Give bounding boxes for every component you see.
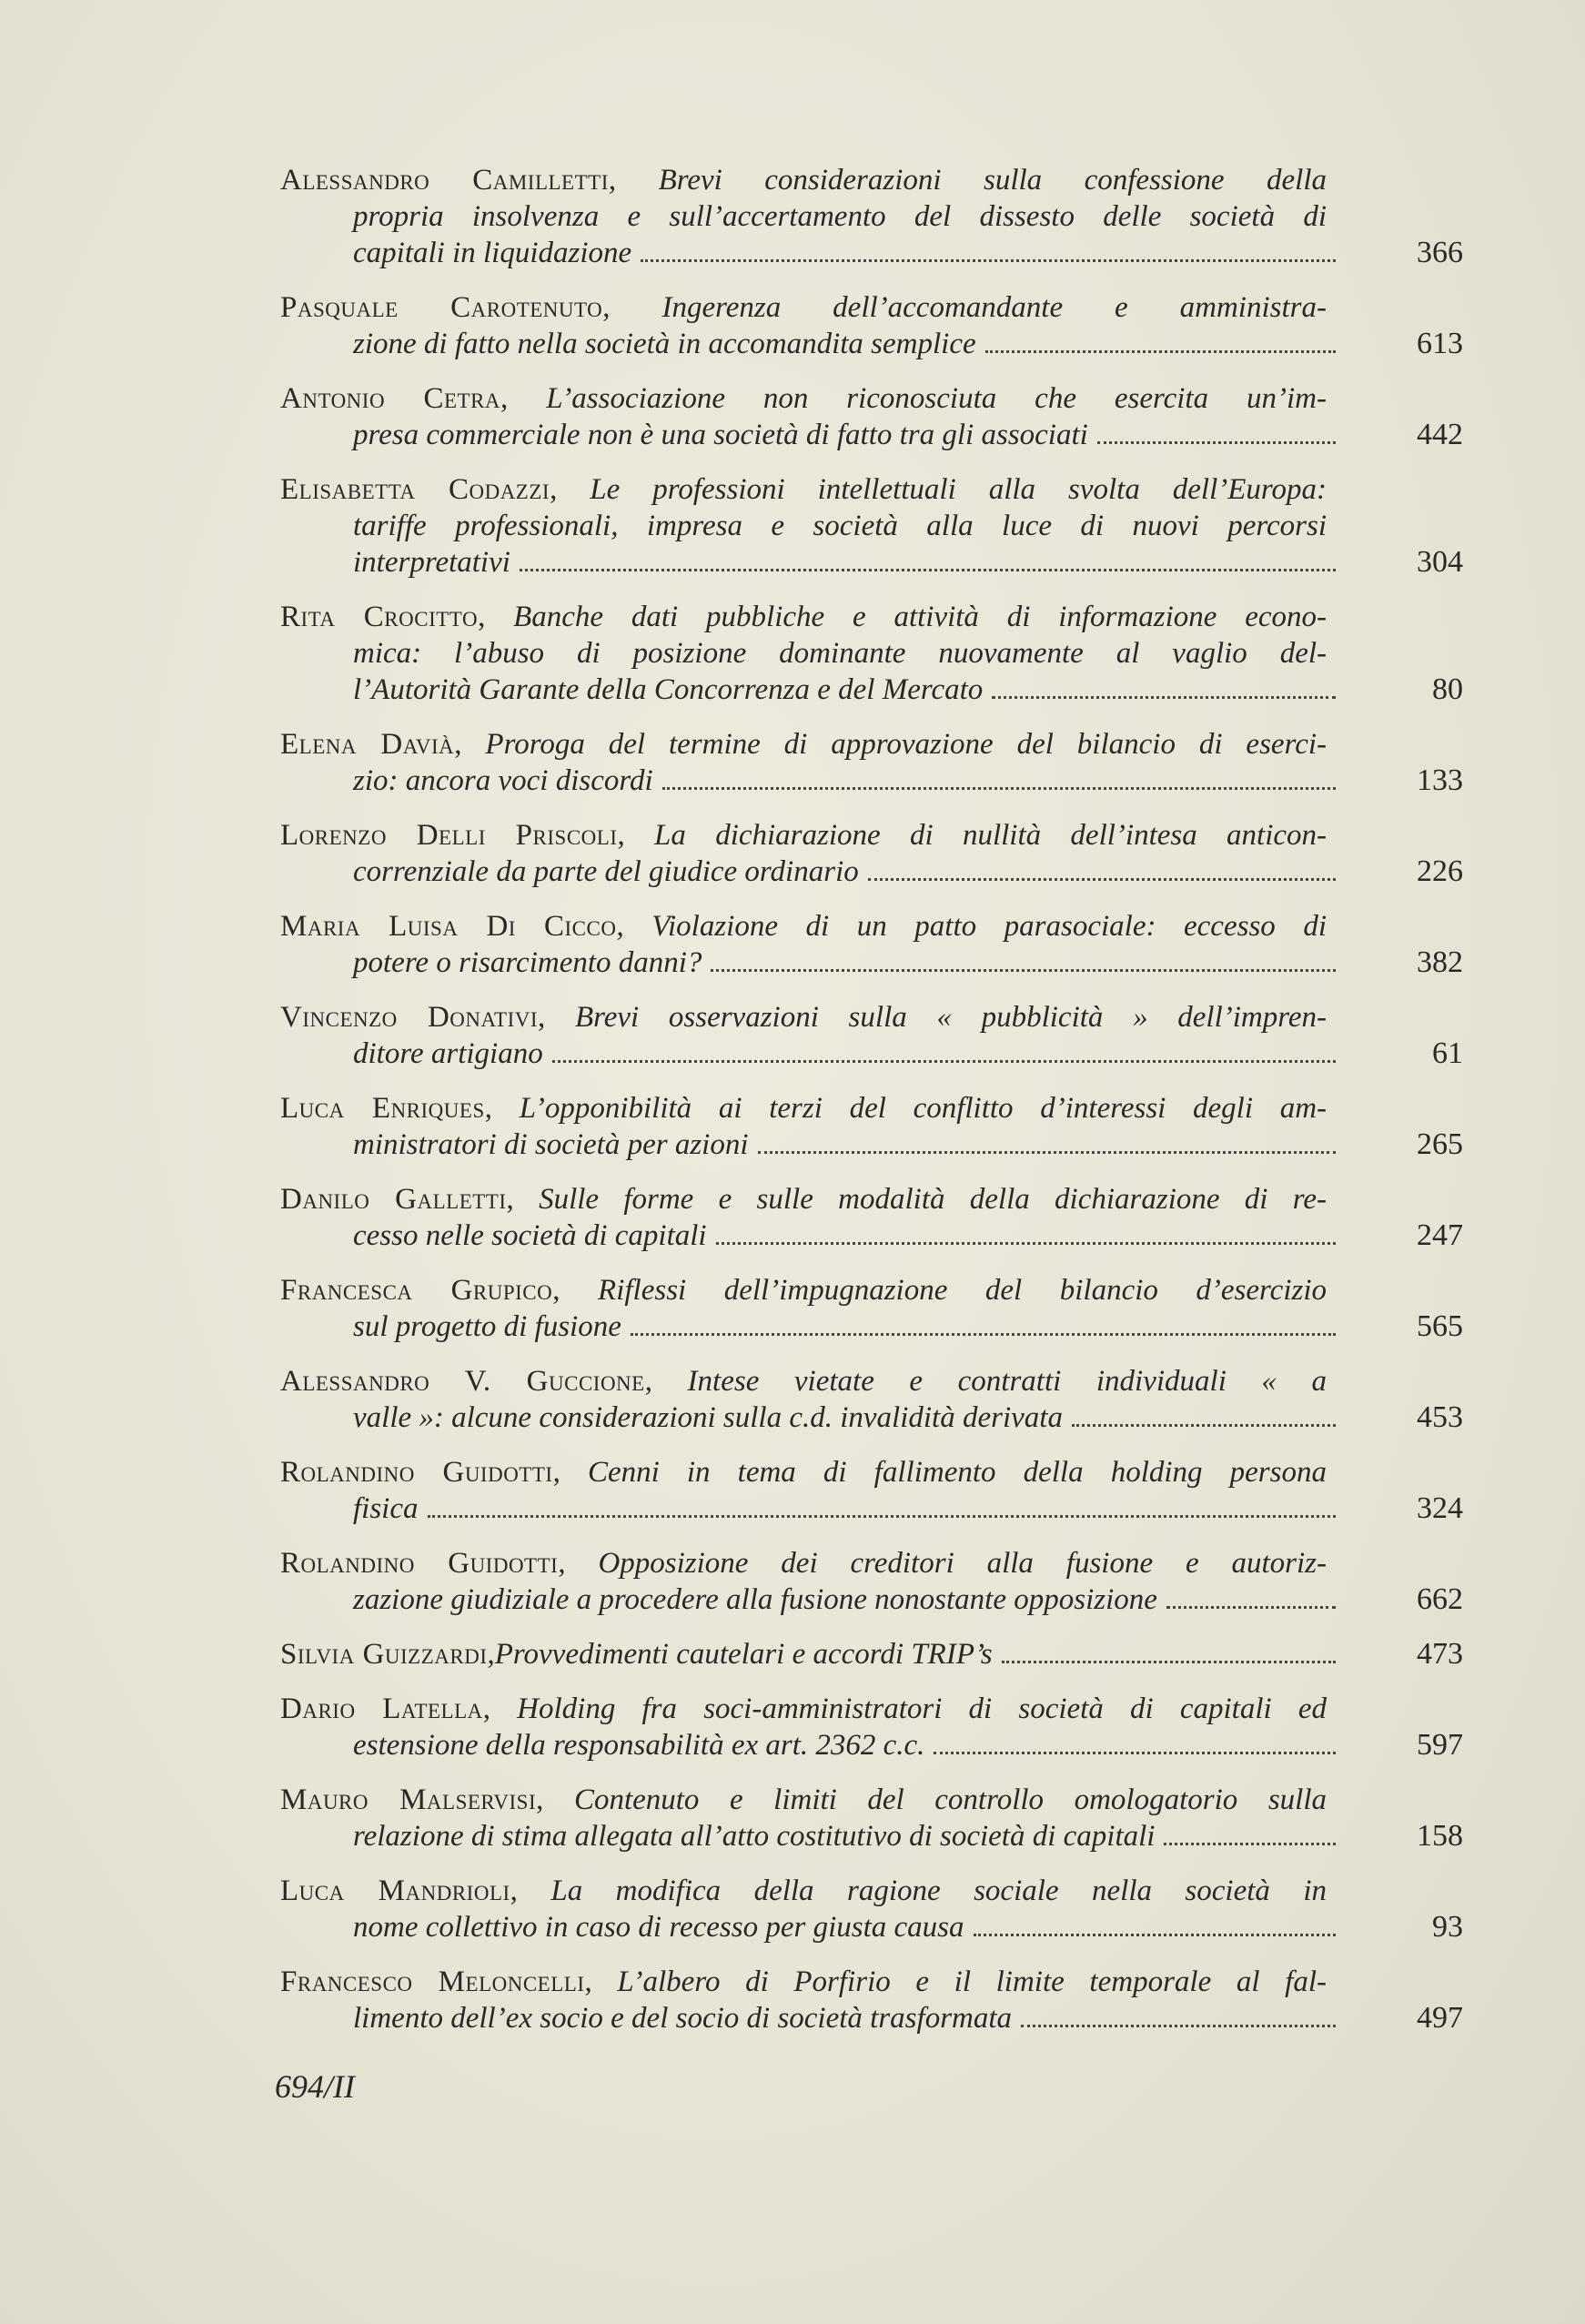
dot-leader <box>974 1933 1337 1936</box>
toc-title: Brevi osservazioni sulla « pubblicità » dell’impren- <box>574 1001 1327 1034</box>
toc-title: L’associazione non riconosciuta che esercita un’im- <box>546 382 1327 415</box>
toc-entry <box>280 1090 1463 1163</box>
toc-title: Holding fra soci-amministratori di società di capitali ed <box>517 1692 1327 1725</box>
author-separator: , <box>584 1965 618 1998</box>
author-separator: , <box>602 291 662 324</box>
toc-entry <box>280 908 1463 981</box>
toc-title: Brevi considerazioni sulla confessione della <box>658 164 1327 197</box>
toc-title: Opposizione dei creditori alla fusione e autoriz- <box>598 1547 1327 1580</box>
dot-leader <box>934 1751 1336 1754</box>
author-separator: , <box>552 1456 588 1489</box>
toc-title: Le professioni intellettuali alla svolta dell’Europa: <box>590 473 1328 506</box>
toc-title-end: interpretativi <box>353 546 510 579</box>
dot-leader <box>641 258 1336 262</box>
author-separator: , <box>616 910 652 943</box>
dot-leader <box>868 877 1336 881</box>
toc-author: Rita Crocitto <box>280 601 479 633</box>
toc-title-continuation: tariffe professionali, impresa e società alla luce di nuovi percorsi <box>353 510 1327 542</box>
toc-title-continuation: propria insolvenza e sull’accertamento del dissesto delle società di <box>353 200 1327 233</box>
toc-title: Banche dati pubbliche e attività di informazione econo- <box>513 601 1327 633</box>
toc-title-end: correnziale da parte del giudice ordinario <box>353 855 859 888</box>
author-separator: , <box>617 819 655 852</box>
toc-author: Luca Enriques <box>280 1092 485 1125</box>
toc-entry <box>280 380 1463 453</box>
dot-leader <box>552 1059 1336 1063</box>
toc-page-number: 442 <box>1417 418 1463 451</box>
dot-leader <box>758 1150 1336 1154</box>
author-separator: , <box>500 382 547 415</box>
toc-page-number: 565 <box>1417 1309 1463 1343</box>
toc-title-end: sul progetto di fusione <box>353 1310 621 1343</box>
toc-title-end: relazione di stima allegata all’atto costitutivo di società di capitali <box>353 1820 1156 1853</box>
author-separator: , <box>536 1783 574 1816</box>
toc-author: Rolandino Guidotti <box>280 1547 559 1580</box>
toc-author: Pasquale Carotenuto <box>280 291 603 324</box>
page-number-footer: 694/II <box>275 2068 355 2105</box>
author-separator: , <box>550 473 591 506</box>
author-separator: , <box>487 1638 495 1671</box>
toc-page-number: 80 <box>1432 672 1463 706</box>
toc-title-end: nome collettivo in caso di recesso per giusta causa <box>353 1911 964 1944</box>
toc-entry <box>280 599 1463 708</box>
dot-leader <box>1164 1842 1336 1845</box>
toc-entry <box>280 999 1463 1072</box>
toc-entry <box>280 1964 1463 2036</box>
toc-title-end: capitali in liquidazione <box>353 237 632 269</box>
toc-entry <box>280 1363 1463 1436</box>
toc-page-number: 497 <box>1417 2001 1463 2035</box>
toc-title-end: cesso nelle società di capitali <box>353 1219 707 1252</box>
toc-author: Alessandro V. Guccione <box>280 1365 645 1398</box>
author-separator: , <box>558 1547 599 1580</box>
toc-title: La modifica della ragione sociale nella società in <box>550 1874 1328 1907</box>
toc-page-number: 473 <box>1417 1637 1463 1671</box>
toc-author: Francesco Meloncelli <box>280 1965 585 1998</box>
toc-author: Lorenzo Delli Priscoli <box>280 819 618 852</box>
toc-author: Alessandro Camilletti <box>280 164 609 197</box>
toc-entry <box>280 1272 1463 1345</box>
author-separator: , <box>552 1274 599 1307</box>
toc-author: Luca Mandrioli <box>280 1874 510 1907</box>
toc-page-number: 265 <box>1417 1127 1463 1161</box>
toc-title: Ingerenza dell’accomandante e amministra- <box>661 291 1327 324</box>
toc-title-continuation: mica: l’abuso di posizione dominante nuovamente al vaglio del- <box>353 637 1327 670</box>
author-separator: , <box>506 1183 540 1216</box>
dot-leader <box>1021 2024 1336 2027</box>
toc-author: Elena Davià <box>280 728 455 761</box>
toc-entry <box>280 1873 1463 1945</box>
author-separator: , <box>484 1092 520 1125</box>
toc-title: Cenni in tema di fallimento della holding persona <box>587 1456 1327 1489</box>
author-separator: , <box>644 1365 688 1398</box>
dot-leader <box>992 695 1336 699</box>
toc-page-number: 382 <box>1417 945 1463 979</box>
toc-author: Dario Latella <box>280 1692 483 1725</box>
toc-title-end: fisica <box>353 1492 419 1525</box>
dot-leader <box>1097 440 1336 444</box>
toc-author: Rolandino Guidotti <box>280 1456 553 1489</box>
toc-page-number: 133 <box>1417 763 1463 797</box>
toc-entry <box>280 1636 1463 1672</box>
toc-author: Francesca Grupico <box>280 1274 553 1307</box>
author-separator: , <box>482 1692 518 1725</box>
dot-leader <box>520 568 1336 571</box>
author-separator: , <box>510 1874 551 1907</box>
toc-page-number: 304 <box>1417 545 1463 579</box>
author-separator: , <box>608 164 659 197</box>
toc-title-end: zazione giudiziale a procedere alla fusione nonostante opposizione <box>353 1583 1157 1616</box>
toc-entry <box>280 162 1463 271</box>
toc-title: Proroga del termine di approvazione del bilancio di eserci- <box>485 728 1327 761</box>
toc-author: Vincenzo Donativi <box>280 1001 539 1034</box>
toc-entry <box>280 1782 1463 1854</box>
toc-title: L’albero di Porfirio e il limite temporale al fal- <box>617 1965 1327 1998</box>
dot-leader <box>1166 1605 1336 1609</box>
toc-title-end: l’Autorità Garante della Concorrenza e del Mercato <box>353 673 984 706</box>
dot-leader <box>1072 1423 1336 1427</box>
toc-title-end: zione di fatto nella società in accomandita semplice <box>353 328 976 360</box>
toc-title-end: zio: ancora voci discordi <box>353 764 653 797</box>
toc-page-number: 247 <box>1417 1218 1463 1252</box>
toc-author: Mauro Malservisi <box>280 1783 537 1816</box>
toc-entry <box>280 1691 1463 1763</box>
toc-title: Provvedimenti cautelari e accordi TRIP’s <box>494 1638 993 1671</box>
dot-leader <box>711 968 1336 972</box>
author-separator: , <box>478 601 514 633</box>
toc-title: Riflessi dell’impugnazione del bilancio d’esercizio <box>598 1274 1327 1307</box>
toc-author: Silvia Guizzardi <box>280 1638 488 1671</box>
toc-entry <box>280 289 1463 362</box>
toc-entry <box>280 1454 1463 1527</box>
toc-entry <box>280 817 1463 890</box>
toc-title: Violazione di un patto parasociale: eccesso di <box>651 910 1327 943</box>
toc-page-number: 158 <box>1417 1819 1463 1853</box>
toc-author: Antonio Cetra <box>280 382 501 415</box>
toc-title-end: ditore artigiano <box>353 1037 543 1070</box>
toc-title: Intese vietate e contratti individuali « a <box>687 1365 1328 1398</box>
toc-title-end: limento dell’ex socio e del socio di società trasformata <box>353 2002 1013 2035</box>
dot-leader <box>631 1332 1336 1336</box>
toc-title-end: ministratori di società per azioni <box>353 1128 749 1161</box>
toc-title-end: potere o risarcimento danni? <box>353 946 702 979</box>
table-of-contents <box>0 162 1585 2055</box>
toc-page-number: 61 <box>1432 1036 1463 1070</box>
toc-author: Danilo Galletti <box>280 1183 507 1216</box>
toc-entry <box>280 1545 1463 1618</box>
toc-page-number: 453 <box>1417 1400 1463 1434</box>
toc-page-number: 226 <box>1417 854 1463 888</box>
toc-author: Elisabetta Codazzi <box>280 473 550 506</box>
toc-title: Sulle forme e sulle modalità della dichiarazione di re- <box>539 1183 1328 1216</box>
toc-page-number: 662 <box>1417 1582 1463 1616</box>
toc-page-number: 613 <box>1417 327 1463 360</box>
author-separator: , <box>454 728 486 761</box>
dot-leader <box>985 349 1336 353</box>
dot-leader <box>662 786 1336 790</box>
toc-page-number: 324 <box>1417 1491 1463 1525</box>
toc-title: L’opponibilità ai terzi del conflitto d’interessi degli am- <box>519 1092 1328 1125</box>
toc-author: Maria Luisa Di Cicco <box>280 910 617 943</box>
toc-title: La dichiarazione di nullità dell’intesa anticon- <box>654 819 1328 852</box>
toc-page-number: 93 <box>1432 1910 1463 1944</box>
dot-leader <box>428 1514 1337 1518</box>
toc-page-number: 366 <box>1417 236 1463 269</box>
dot-leader <box>1002 1660 1336 1663</box>
toc-title-end: estensione della responsabilità ex art. 2362 c.c. <box>353 1729 925 1762</box>
toc-title-end: valle »: alcune considerazioni sulla c.d. invalidità derivata <box>353 1401 1063 1434</box>
toc-title: Contenuto e limiti del controllo omologatorio sulla <box>573 1783 1328 1816</box>
toc-entry <box>280 1181 1463 1254</box>
toc-entry <box>280 471 1463 581</box>
toc-title-end: presa commerciale non è una società di fatto tra gli associati <box>353 419 1088 451</box>
toc-page-number: 597 <box>1417 1728 1463 1762</box>
toc-entry <box>280 726 1463 799</box>
dot-leader <box>716 1241 1336 1245</box>
author-separator: , <box>538 1001 575 1034</box>
